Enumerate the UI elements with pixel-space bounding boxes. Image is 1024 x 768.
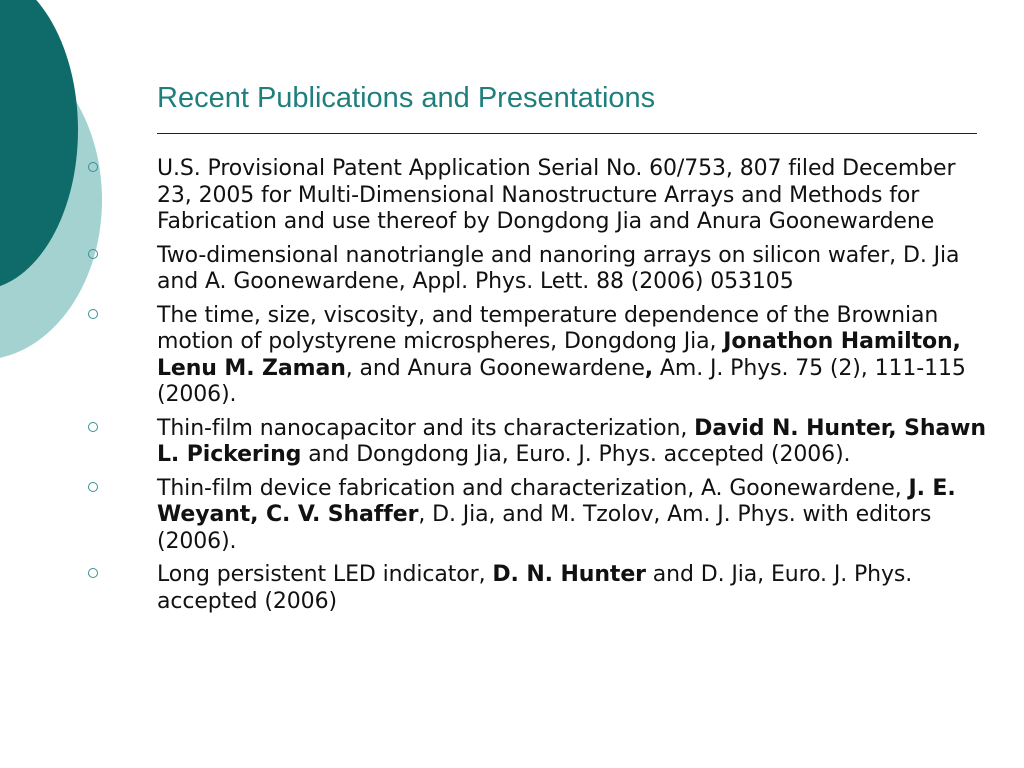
hollow-circle-icon: [88, 162, 98, 172]
text-segment: Am. J. Phys. 75 (2), 111-115 (2006).: [157, 355, 966, 407]
author-bold: Jonathon Hamilton, Lenu M. Zaman: [157, 329, 961, 381]
text-segment: Thin-film device fabrication and characterization, A. Goonewardene,: [157, 475, 909, 501]
publication-item: [0, 416, 987, 469]
title-divider: [157, 133, 977, 134]
author-bold: J. E. Weyant, C. V. Shaffer: [157, 475, 956, 527]
text-segment: Thin-film nanocapacitor and its characterization,: [157, 415, 695, 441]
text-segment: , D. Jia, and M. Tzolov, Am. J. Phys. with editors (2006).: [157, 502, 932, 554]
hollow-circle-icon: [88, 422, 98, 432]
publication-item: [0, 476, 987, 556]
publication-item: [0, 303, 987, 409]
publication-item: [0, 562, 987, 615]
text-segment: and D. Jia, Euro. J. Phys. accepted (2006): [157, 562, 913, 614]
publication-text: [157, 243, 987, 296]
publication-text: [157, 416, 987, 469]
hollow-circle-icon: [88, 309, 98, 319]
author-bold: David N. Hunter, Shawn L. Pickering: [157, 415, 986, 467]
slide-title: Recent Publications and Presentations: [157, 82, 656, 114]
author-bold: ,: [644, 355, 654, 381]
hollow-circle-icon: [88, 249, 98, 259]
publication-item: [0, 243, 987, 296]
text-segment: and Dongdong Jia, Euro. J. Phys. accepted (2006).: [301, 442, 851, 467]
publication-item: [0, 156, 987, 236]
hollow-circle-icon: [88, 482, 98, 492]
text-segment: Long persistent LED indicator,: [157, 562, 493, 587]
text-segment: U.S. Provisional Patent Application Serial No. 60/753, 807 filed December 23, 2005 for Multi-Dimensional Nanostructure Arrays and Methods for Fabrication and use thereof by Dongdong Jia and Anura Goonewardene: [157, 156, 956, 234]
publication-text: [157, 476, 987, 556]
publication-text: [157, 303, 987, 409]
text-segment: The time, size, viscosity, and temperature dependence of the Brownian motion of polystyrene microspheres, Dongdong Jia,: [157, 302, 939, 354]
author-bold: D. N. Hunter: [492, 562, 646, 587]
publication-text: [157, 562, 987, 615]
publication-list: [0, 156, 1024, 622]
text-segment: Two-dimensional nanotriangle and nanoring arrays on silicon wafer, D. Jia and A. Goonewardene, Appl. Phys. Lett. 88 (2006) 053105: [157, 242, 960, 294]
text-segment: , and Anura Goonewardene: [345, 355, 645, 381]
hollow-circle-icon: [88, 568, 98, 578]
publication-text: [157, 156, 987, 236]
